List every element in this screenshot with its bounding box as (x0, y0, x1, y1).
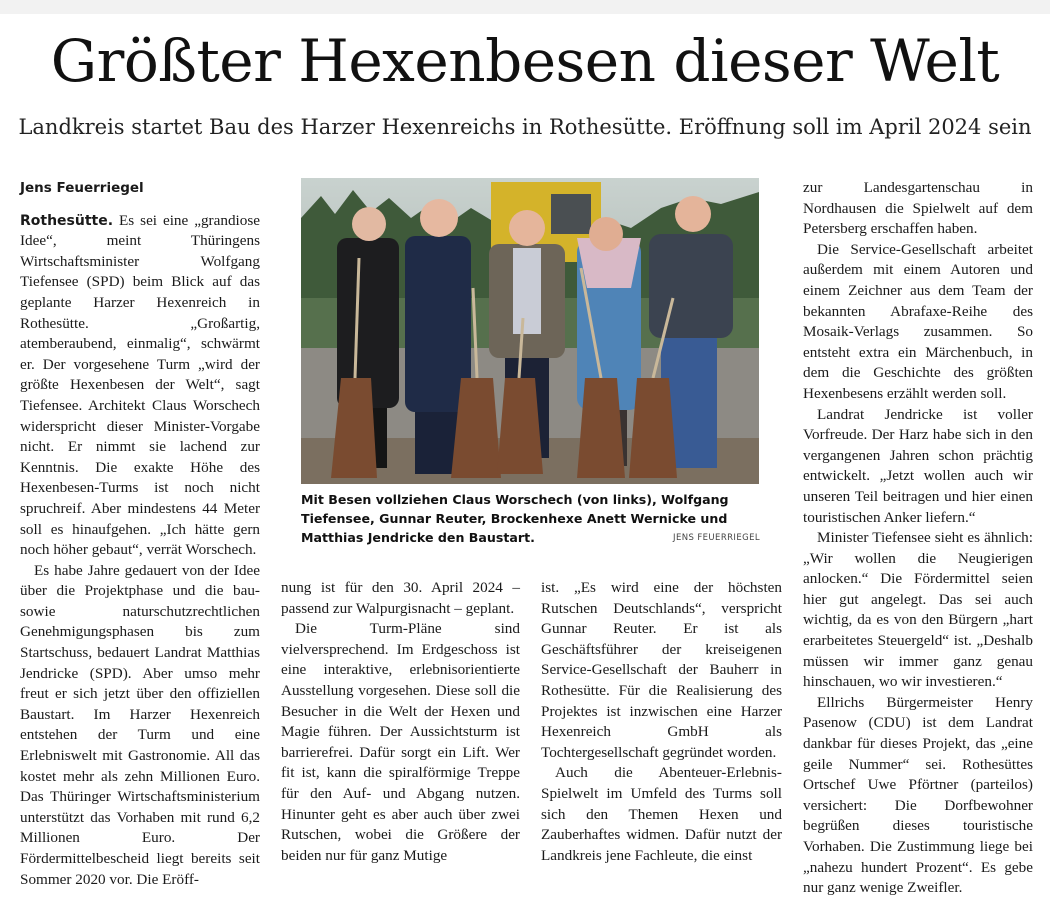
subheadline: Landkreis startet Bau des Harzer Hexenreichs in Rothesütte. Eröffnung soll im April 2024 sein (18, 115, 1032, 139)
photo-caption: Mit Besen vollziehen Claus Worschech (von links), Wolfgang Tiefensee, Gunnar Reuter, Brockenhexe Anett Wernicke und Matthias Jendricke den Baustart. (301, 492, 729, 545)
article-paragraph: Ellrichs Bürgermeister Henry Pasenow (CDU) ist dem Landrat dankbar für dieses Projekt, das „eine geile Nummer“ sei. Rothesüttes Ortschef Uwe Pförtner (parteilos) versichert: Die Dorfbewohner begrüßen dieses touristische Vorhaben. Die Zustimmung liege bei „nahezu hundert Prozent“. Es gebe nur ganz wenige Zweifler. (803, 693, 1033, 897)
dateline: Rothesütte. (20, 212, 114, 229)
article-paragraph: Minister Tiefensee sieht es ähnlich: „Wir wollen die Neugierigen anlocken.“ Die Fördermittel seien hier gut angelegt. Das sei auch wichtig, da es von den Bürgern „hart erarbeitetes Steuergeld“ ist. „Deshalb müssen wir immer ganz genau hinschauen, wo wir investieren.“ (803, 529, 1033, 691)
article-paragraph: Landrat Jendricke ist voller Vorfreude. Der Harz habe sich in den vergangenen Jahren schon prächtig entwickelt. „Jetzt wollen auch wir unseren Teil beitragen und hier einen touristischen Anker liefern.“ (803, 405, 1033, 526)
author-byline: Jens Feuerriegel (20, 180, 144, 196)
article-paragraph: Auch die Abenteuer-Erlebnis-Spielwelt im Umfeld des Turms soll sich den Themen Hexen und Zauberhaftes widmen. Dafür nutzt der Landkreis jene Fachleute, die einst (541, 764, 782, 864)
paragraph-text: Es sei eine „grandiose Idee“, meint Thüringens Wirtschaftsminister Wolfgang Tiefensee (SPD) beim Blick auf das geplante Harzer Hexenreich in Rothesütte. „Großartig, atemberaubend, einmalig“, schwärmt er. Der vorgesehene Turm „wird der größte Hexenbesen der Welt“, sagt Tiefensee. Architekt Claus Worschech widerspricht dieser Minister-Vorgabe nicht. Er nimmt sie lachend zur Kenntnis. Die exakte Höhe des Hexenbesen-Turms ist noch nicht spruchreif. Aber mindestens 44 Meter soll es hinaufgehen. „Ich hätte gern noch höher gebaut“, verrät Worschech. (20, 211, 261, 559)
article-paragraph: Es habe Jahre gedauert von der Idee über die Projektphase und die bau- sowie naturschutzrechtlichen Genehmigungsphasen bis zum Startschuss, bedauert Landrat Matthias Jendricke (SPD). Aber umso mehr freut er sich jetzt über den offiziellen Baustart. Im Harzer Hexenreich entstehen der Turm und eine Erlebniswelt mit Gastronomie. All das kostet mehr als zehn Millionen Euro. Das Thüringer Wirtschaftsministerium unterstützt das Vorhaben mit rund 6,2 Millionen Euro. Der Fördermittelbescheid liegt bereits seit Sommer 2020 vor. Die Eröff- (20, 561, 260, 888)
page-top-strip (0, 0, 1050, 14)
column-3 (541, 578, 782, 866)
article-paragraph: nung ist für den 30. April 2024 – passend zur Walpurgisnacht – geplant. (281, 579, 520, 617)
article-photo (301, 178, 759, 484)
article-paragraph: Die Turm-Pläne sind vielversprechend. Im Erdgeschoss ist eine interaktive, erlebnisorientierte Ausstellung vorgesehen. Diese soll die Besucher in die Welt der Hexen und Magie führen. Der Aussichtsturm ist barrierefrei. Dafür sorgt ein Lift. Wer fit ist, kann die spiralförmige Treppe für den Auf- und Abgang nutzen. Hinunter geht es aber auch über zwei Rutschen, wobei die Größere der beiden nur für ganz Mutige (281, 620, 520, 864)
photo-illustration (301, 178, 759, 484)
photo-credit: JENS FEUERRIEGEL (673, 533, 760, 543)
article-paragraph: Die Service-Gesellschaft arbeitet außerdem mit einem Autoren und einem Zeichner aus dem Team der bekannten Abrafaxe-Reihe des Mosaik-Verlags zusammen. So entsteht extra ein Märchenbuch, in dem die Geschichte des größten Hexenbesens erzählt werden soll. (803, 240, 1033, 402)
headline: Größter Hexenbesen dieser Welt (50, 27, 1000, 95)
article-paragraph: zur Landesgartenschau in Nordhausen die Spielwelt auf dem Petersberg erschaffen haben. (803, 179, 1033, 238)
article-paragraph (20, 211, 260, 561)
column-1 (20, 178, 260, 890)
column-2 (281, 578, 520, 866)
article-paragraph: ist. „Es wird eine der höchsten Rutschen Deutschlands“, verspricht Gunnar Reuter. Er ist als Geschäftsführer der kreiseigenen Service-Gesellschaft der Bauherr in Rothesütte. Für die Realisierung des Projektes ist inzwischen eine Harzer Hexenreich GmbH als Tochtergesellschaft gegründet worden. (541, 579, 782, 761)
column-4 (803, 178, 1033, 899)
